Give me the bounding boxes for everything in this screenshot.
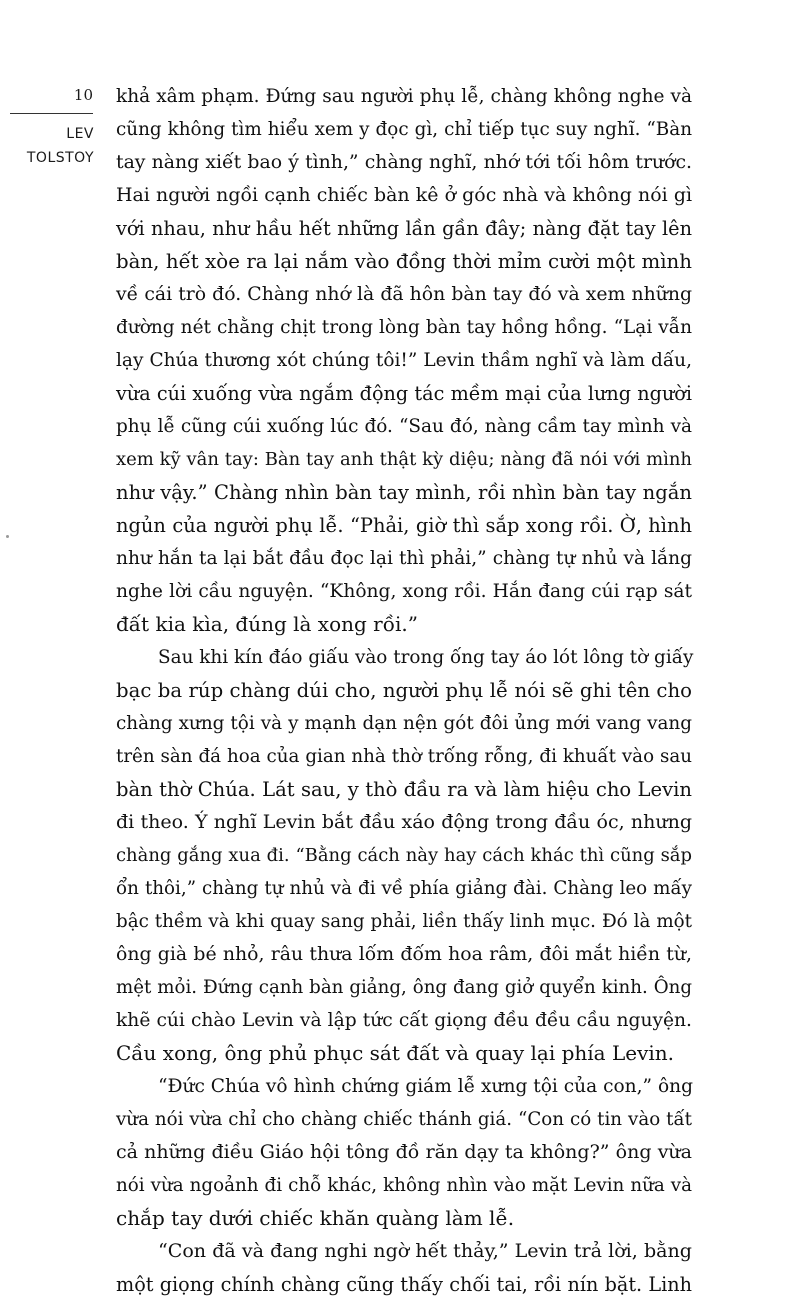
body-text bbox=[116, 80, 692, 1301]
paragraph-2 bbox=[116, 641, 692, 1070]
text-line: chắp tay dưới chiếc khăn quàng làm lễ. bbox=[116, 1206, 515, 1230]
text-line: mệt mỏi. Đứng cạnh bàn giảng, ông đang giở quyển kinh. Ông bbox=[116, 977, 692, 998]
text-line: đất kia kìa, đúng là xong rồi.” bbox=[116, 612, 418, 636]
text-line: chàng xưng tội và y mạnh dạn nện gót đôi ủng mới vang vang bbox=[116, 713, 692, 734]
text-line: “Đức Chúa vô hình chứng giám lễ xưng tội của con,” ông bbox=[158, 1076, 693, 1097]
text-line: Cầu xong, ông phủ phục sát đất và quay lại phía Levin. bbox=[116, 1041, 675, 1065]
text-line: ổn thôi,” chàng tự nhủ và đi về phía giảng đài. Chàng leo mấy bbox=[116, 878, 692, 899]
text-line: vừa nói vừa chỉ cho chàng chiếc thánh giá. “Con có tin vào tất bbox=[116, 1109, 692, 1130]
text-line: khẽ cúi chào Levin và lập tức cất giọng đều đều cầu nguyện. bbox=[116, 1010, 692, 1031]
text-line: lạy Chúa thương xót chúng tôi!” Levin thầm nghĩ và làm dấu, bbox=[116, 350, 692, 371]
text-line: cũng không tìm hiểu xem y đọc gì, chỉ tiếp tục suy nghĩ. “Bàn bbox=[116, 119, 692, 140]
text-line: với nhau, như hầu hết những lần gần đây; nàng đặt tay lên bbox=[116, 217, 692, 240]
text-line: “Con đã và đang nghi ngờ hết thảy,” Levin trả lời, bằng bbox=[158, 1240, 692, 1262]
paragraph-1 bbox=[116, 80, 692, 641]
text-line: vừa cúi xuống vừa ngắm động tác mềm mại của lưng người bbox=[116, 382, 692, 405]
text-line: bàn thờ Chúa. Lát sau, y thò đầu ra và làm hiệu cho Levin bbox=[116, 778, 692, 801]
text-line: nghe lời cầu nguyện. “Không, xong rồi. Hắn đang cúi rạp sát bbox=[116, 581, 692, 602]
text-line: bàn, hết xòe ra lại nắm vào đồng thời mỉm cười một mình bbox=[116, 250, 692, 273]
text-line: như vậy.” Chàng nhìn bàn tay mình, rồi nhìn bàn tay ngắn bbox=[116, 481, 692, 504]
text-line: về cái trò đó. Chàng nhớ là đã hôn bàn tay đó và xem những bbox=[116, 284, 692, 305]
paragraph-4 bbox=[116, 1235, 692, 1301]
text-line: Hai người ngồi cạnh chiếc bàn kê ở góc nhà và không nói gì bbox=[116, 184, 692, 206]
text-line: phụ lễ cũng cúi xuống lúc đó. “Sau đó, nàng cầm tay mình và bbox=[116, 416, 692, 437]
running-head-author-last: TOLSTOY bbox=[26, 150, 94, 166]
scan-speck bbox=[6, 535, 9, 538]
text-line: như hắn ta lại bắt đầu đọc lại thì phải,” chàng tự nhủ và lắng bbox=[116, 548, 692, 569]
paragraph-3 bbox=[116, 1070, 692, 1235]
text-line: ông già bé nhỏ, râu thưa lốm đốm hoa râm, đôi mắt hiền từ, bbox=[116, 943, 692, 965]
text-line: bậc thềm và khi quay sang phải, liền thấy linh mục. Đó là một bbox=[116, 911, 692, 932]
text-line: xem kỹ vân tay: Bàn tay anh thật kỳ diệu; nàng đã nói với mình bbox=[116, 449, 692, 470]
text-line: khả xâm phạm. Đứng sau người phụ lễ, chàng không nghe và bbox=[116, 86, 692, 107]
text-line: nói vừa ngoảnh đi chỗ khác, không nhìn vào mặt Levin nữa và bbox=[116, 1175, 692, 1196]
text-line: trên sàn đá hoa của gian nhà thờ trống rỗng, đi khuất vào sau bbox=[116, 746, 692, 767]
header-rule bbox=[10, 113, 93, 114]
text-line: một giọng chính chàng cũng thấy chối tai, rồi nín bặt. Linh bbox=[116, 1273, 692, 1296]
text-line: chàng gắng xua đi. “Bằng cách này hay cách khác thì cũng sắp bbox=[116, 845, 692, 866]
running-head-author-first: LEV bbox=[66, 126, 94, 142]
text-line: đi theo. Ý nghĩ Levin bắt đầu xáo động trong đầu óc, nhưng bbox=[116, 811, 692, 833]
text-line: ngủn của người phụ lễ. “Phải, giờ thì sắp xong rồi. Ờ, hình bbox=[116, 514, 692, 537]
text-line: Sau khi kín đáo giấu vào trong ống tay áo lót lông tờ giấy bbox=[158, 647, 694, 668]
text-line: đường nét chằng chịt trong lòng bàn tay hồng hồng. “Lại vẫn bbox=[116, 317, 692, 338]
page-number: 10 bbox=[73, 86, 93, 104]
text-line: cả những điều Giáo hội tông đồ răn dạy ta không?” ông vừa bbox=[116, 1141, 692, 1163]
text-line: bạc ba rúp chàng dúi cho, người phụ lễ nói sẽ ghi tên cho bbox=[116, 679, 692, 702]
text-line: tay nàng xiết bao ý tình,” chàng nghĩ, nhớ tới tối hôm trước. bbox=[116, 152, 692, 173]
